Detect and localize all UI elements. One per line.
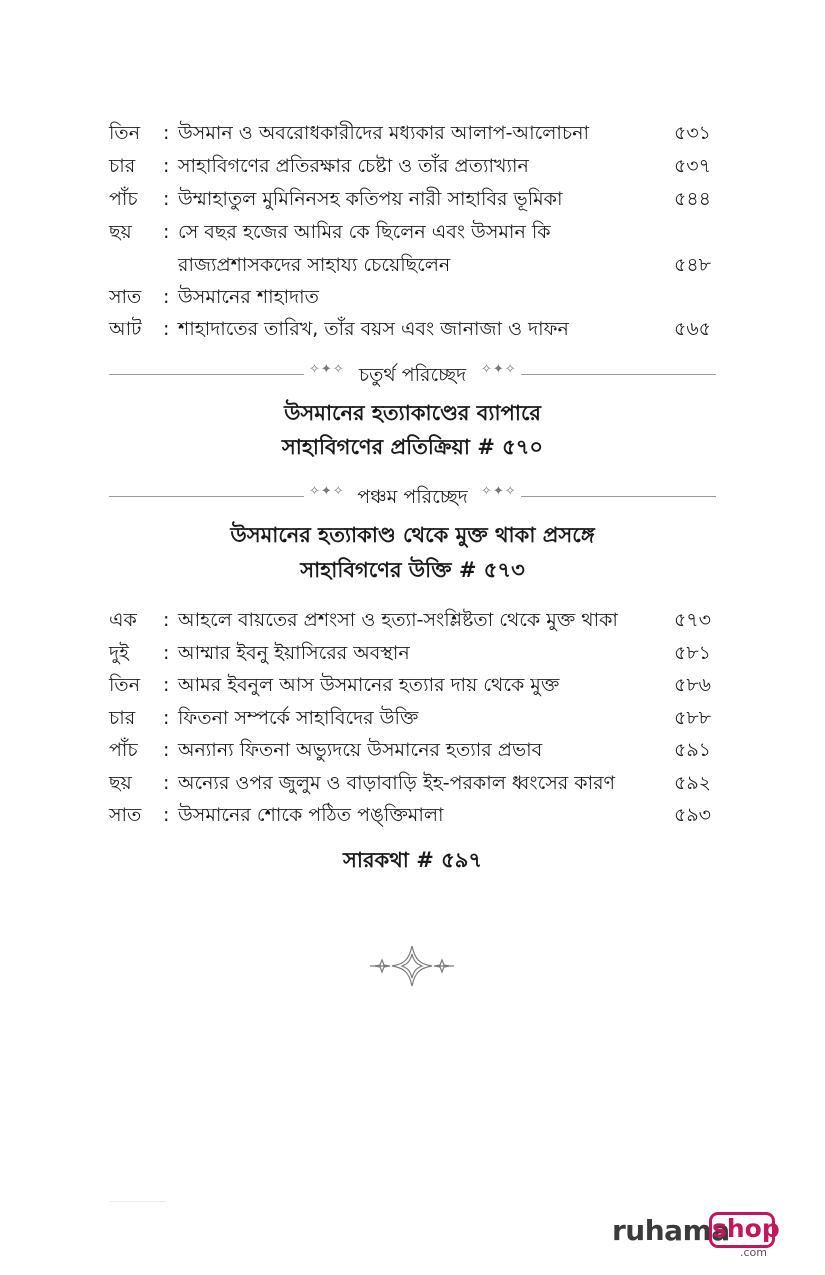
toc-row-title: উসমানের শাহাদাত: [178, 286, 319, 308]
toc-row: তিন : উসমান ও অবরোধকারীদের মধ্যকার আলাপ-আলোচনা ৫৩১: [0, 117, 825, 149]
toc-row-number: সাত: [109, 286, 142, 308]
toc-row-page: ৫৪৮: [674, 254, 711, 276]
toc-row-continuation: [0, 249, 825, 281]
divider-line: [521, 374, 716, 375]
ornament-icon: ✧✦✧: [481, 362, 517, 377]
summary-heading: সারকথা # ৫৯৭: [342, 848, 483, 872]
chapter-heading: সাহাবিগণের প্রতিক্রিয়া # ৫৭০: [281, 435, 544, 459]
toc-row-title: শাহাদাতের তারিখ, তাঁর বয়স এবং জানাজা ও দাফন: [178, 318, 569, 340]
toc-row-number: আট: [109, 318, 142, 340]
toc-row-page: ৫৯২: [673, 772, 711, 794]
toc-row: ছয় : সে বছর হজের আমির কে ছিলেন এবং উসমান কি: [0, 216, 825, 248]
toc-row-number: তিন: [109, 674, 141, 696]
toc-row-title: ফিতনা সম্পর্কে সাহাবিদের উক্তি: [178, 707, 419, 729]
toc-row-number: পাঁচ: [109, 188, 138, 210]
ornament-icon: [362, 944, 462, 988]
toc-row: এক : আহলে বায়তের প্রশংসা ও হত্যা-সংশ্লিষ্টতা থেকে মুক্ত থাকা ৫৭৩: [0, 604, 825, 636]
toc-row-page: ৫৯৩: [673, 804, 711, 826]
logo-brand-accent: shop: [709, 1212, 775, 1248]
toc-row-page: ৫৮১: [674, 642, 711, 664]
toc-row-page: ৫৩১: [673, 122, 711, 144]
logo-brand: ruhama: [612, 1214, 730, 1247]
logo-domain: .com: [740, 1246, 767, 1259]
toc-row-number: ছয়: [109, 221, 132, 243]
divider-line: [521, 496, 716, 497]
ornament-icon: ✧✦✧: [309, 484, 345, 499]
toc-row-title: উম্মাহাতুল মুমিনিনসহ কতিপয় নারী সাহাবির ভূমিকা: [178, 188, 563, 210]
toc-row: তিন : আমর ইবনুল আস উসমানের হত্যার দায় থেকে মুক্ত ৫৮৬: [0, 669, 825, 701]
chapter-heading: উসমানের হত্যাকাণ্ডের ব্যাপারে: [284, 401, 541, 425]
chapter-divider: [109, 360, 716, 390]
toc-row-title: সে বছর হজের আমির কে ছিলেন এবং উসমান কি: [178, 221, 551, 243]
toc-row-title: উসমান ও অবরোধকারীদের মধ্যকার আলাপ-আলোচনা: [178, 122, 590, 144]
toc-row-title: আম্মার ইবনু ইয়াসিরের অবস্থান: [178, 642, 410, 664]
toc-row-title: উসমানের শোকে পঠিত পঙ্‌ক্তিমালা: [178, 804, 444, 826]
toc-row-page: ৫৪৪: [674, 188, 711, 210]
toc-row-page: ৫৭৩: [673, 609, 711, 631]
toc-row: চার : ফিতনা সম্পর্কে সাহাবিদের উক্তি ৫৮৮: [0, 702, 825, 734]
toc-row-number: এক: [109, 609, 137, 631]
toc-row-title: অন্যের ওপর জুলুম ও বাড়াবাড়ি ইহ-পরকাল ধ্বংসের কারণ: [178, 772, 616, 794]
toc-row: পাঁচ : উম্মাহাতুল মুমিনিনসহ কতিপয় নারী সাহাবির ভূমিকা ৫৪৪: [0, 183, 825, 215]
toc-row-title: রাজ্যপ্রশাসকদের সাহায্য চেয়েছিলেন: [178, 254, 451, 276]
ornament-icon: ✧✦✧: [481, 484, 517, 499]
toc-row: পাঁচ : অন্যান্য ফিতনা অভ্যুদয়ে উসমানের হত্যার প্রভাব ৫৯১: [0, 734, 825, 766]
toc-row: সাত : উসমানের শাহাদাত: [0, 281, 825, 313]
toc-row-title: সাহাবিগণের প্রতিরক্ষার চেষ্টা ও তাঁর প্রত্যাখ্যান: [178, 155, 529, 177]
chapter-divider: [109, 482, 716, 512]
chapter-heading: উসমানের হত্যাকাণ্ড থেকে মুক্ত থাকা প্রসঙ্গে: [230, 523, 595, 547]
toc-row-number: সাত: [109, 804, 142, 826]
toc-row-page: ৫৮৮: [674, 707, 711, 729]
toc-row: ছয় : অন্যের ওপর জুলুম ও বাড়াবাড়ি ইহ-পরকাল ধ্বংসের কারণ ৫৯২: [0, 767, 825, 799]
toc-row-number: চার: [109, 707, 136, 729]
chapter-label: পঞ্চম পরিচ্ছেদ: [357, 486, 468, 508]
toc-row-page: ৫৯১: [674, 739, 711, 761]
toc-row-number: ছয়: [109, 772, 132, 794]
toc-row-title: অন্যান্য ফিতনা অভ্যুদয়ে উসমানের হত্যার প্রভাব: [178, 739, 543, 761]
ornament-icon: ✧✦✧: [309, 362, 345, 377]
toc-row: দুই : আম্মার ইবনু ইয়াসিরের অবস্থান ৫৮১: [0, 637, 825, 669]
toc-row: চার : সাহাবিগণের প্রতিরক্ষার চেষ্টা ও তাঁর প্রত্যাখ্যান ৫৩৭: [0, 150, 825, 182]
toc-row: আট : শাহাদাতের তারিখ, তাঁর বয়স এবং জানাজা ও দাফন ৫৬৫: [0, 313, 825, 345]
toc-row-page: ৫৩৭: [673, 155, 711, 177]
toc-row-number: তিন: [109, 122, 141, 144]
divider-line: [110, 1201, 166, 1202]
toc-row-number: চার: [109, 155, 136, 177]
chapter-heading: সাহাবিগণের উক্তি # ৫৭৩: [300, 558, 525, 582]
toc-row: সাত : উসমানের শোকে পঠিত পঙ্‌ক্তিমালা ৫৯৩: [0, 799, 825, 831]
toc-row-title: আহলে বায়তের প্রশংসা ও হত্যা-সংশ্লিষ্টতা থেকে মুক্ত থাকা: [178, 609, 618, 631]
chapter-label: চতুর্থ পরিচ্ছেদ: [358, 364, 467, 386]
toc-row-number: পাঁচ: [109, 739, 138, 761]
toc-row-page: ৫৬৫: [673, 318, 711, 340]
toc-row-number: দুই: [109, 642, 129, 664]
toc-row-title: আমর ইবনুল আস উসমানের হত্যার দায় থেকে মুক্ত: [178, 674, 560, 696]
toc-row-page: ৫৮৬: [673, 674, 711, 696]
